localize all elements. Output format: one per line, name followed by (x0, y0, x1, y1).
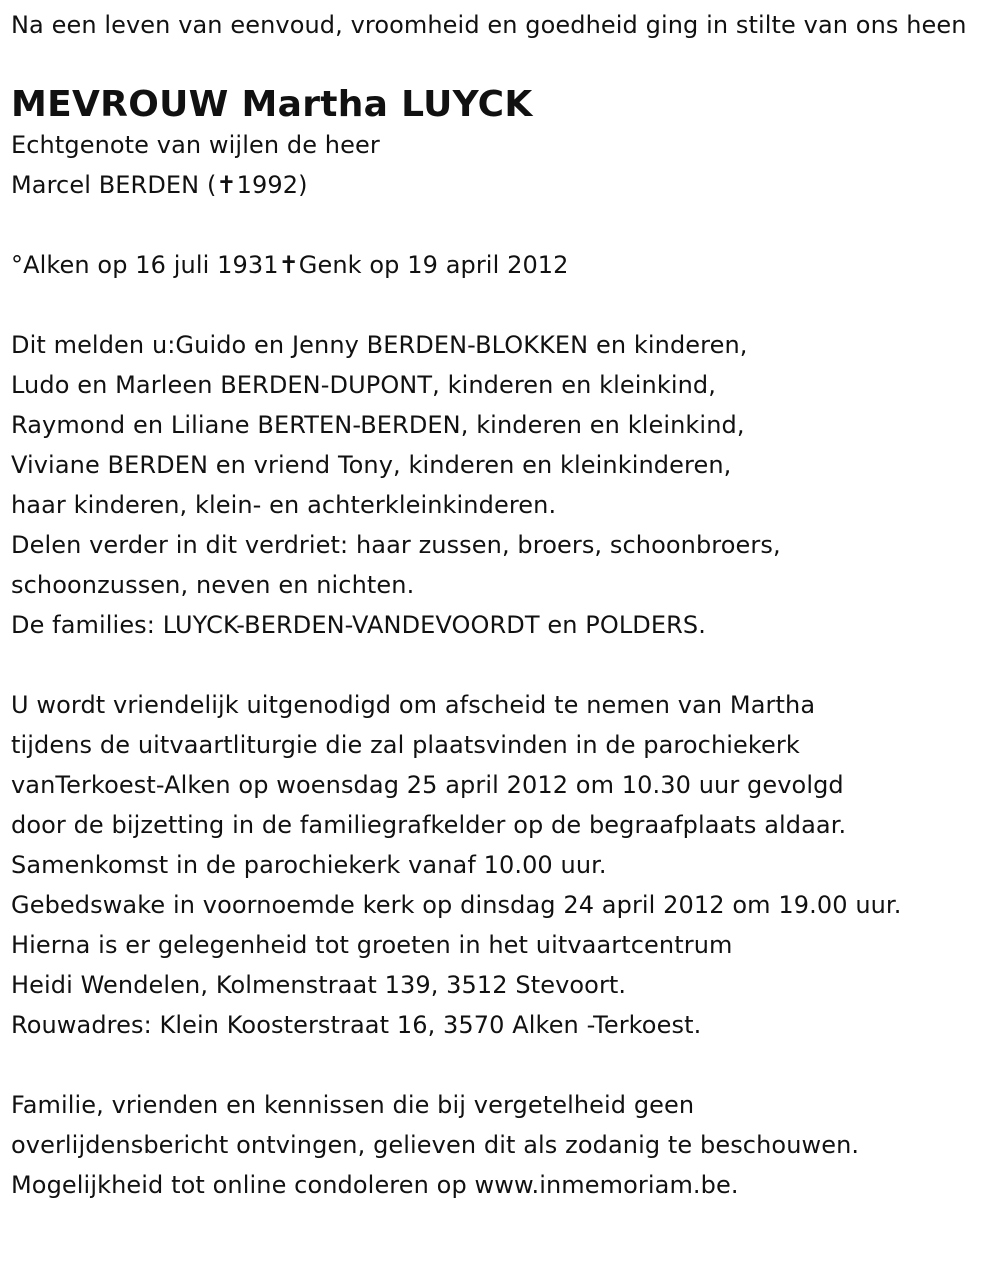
spacer (11, 205, 991, 245)
family-line: De families: LUYCK-BERDEN-VANDEVOORDT en POLDERS. (11, 611, 706, 639)
ceremony-line: Heidi Wendelen, Kolmenstraat 139, 3512 Stevoort. (11, 971, 627, 999)
closing-section (11, 1085, 991, 1205)
family-section (11, 325, 991, 645)
ceremony-line: vanTerkoest-Alken op woensdag 25 april 2012 om 10.30 uur gevolgd (11, 771, 844, 799)
deceased-name: MEVROUW Martha LUYCK (11, 84, 533, 125)
ceremony-line: Gebedswake in voornoemde kerk op dinsdag 24 april 2012 om 19.00 uur. (11, 891, 902, 919)
ceremony-line: door de bijzetting in de familiegrafkelder op de begraafplaats aldaar. (11, 811, 847, 839)
spacer (11, 645, 991, 685)
obituary-notice (11, 5, 991, 1205)
mourning-address: Rouwadres: Klein Koosterstraat 16, 3570 Alken -Terkoest. (11, 1011, 702, 1039)
spacer (11, 1045, 991, 1085)
spacer (11, 285, 991, 325)
ceremony-line: Hierna is er gelegenheid tot groeten in het uitvaartcentrum (11, 931, 733, 959)
family-line: Raymond en Liliane BERTEN-BERDEN, kinderen en kleinkind, (11, 411, 745, 439)
family-line: haar kinderen, klein- en achterkleinkinderen. (11, 491, 557, 519)
closing-line: Familie, vrienden en kennissen die bij vergetelheid geen (11, 1091, 695, 1119)
ceremony-line: U wordt vriendelijk uitgenodigd om afscheid te nemen van Martha (11, 691, 816, 719)
ceremony-section (11, 685, 991, 1045)
family-line: Ludo en Marleen BERDEN-DUPONT, kinderen en kleinkind, (11, 371, 716, 399)
family-line: Viviane BERDEN en vriend Tony, kinderen en kleinkinderen, (11, 451, 732, 479)
intro-text: Na een leven van eenvoud, vroomheid en goedheid ging in stilte van ons heen (11, 11, 967, 39)
ceremony-line: Samenkomst in de parochiekerk vanaf 10.00 uur. (11, 851, 607, 879)
family-line: Delen verder in dit verdriet: haar zussen, broers, schoonbroers, (11, 531, 781, 559)
family-line: schoonzussen, neven en nichten. (11, 571, 415, 599)
ceremony-line: tijdens de uitvaartliturgie die zal plaatsvinden in de parochiekerk (11, 731, 800, 759)
family-line: Dit melden u:Guido en Jenny BERDEN-BLOKKEN en kinderen, (11, 331, 748, 359)
spouse-line-2: Marcel BERDEN (✝1992) (11, 171, 308, 199)
birth-death-dates: °Alken op 16 juli 1931✝Genk op 19 april 2012 (11, 251, 569, 279)
spouse-line-1: Echtgenote van wijlen de heer (11, 131, 380, 159)
online-condolence-line: Mogelijkheid tot online condoleren op www.inmemoriam.be. (11, 1171, 739, 1199)
closing-line: overlijdensbericht ontvingen, gelieven dit als zodanig te beschouwen. (11, 1131, 860, 1159)
